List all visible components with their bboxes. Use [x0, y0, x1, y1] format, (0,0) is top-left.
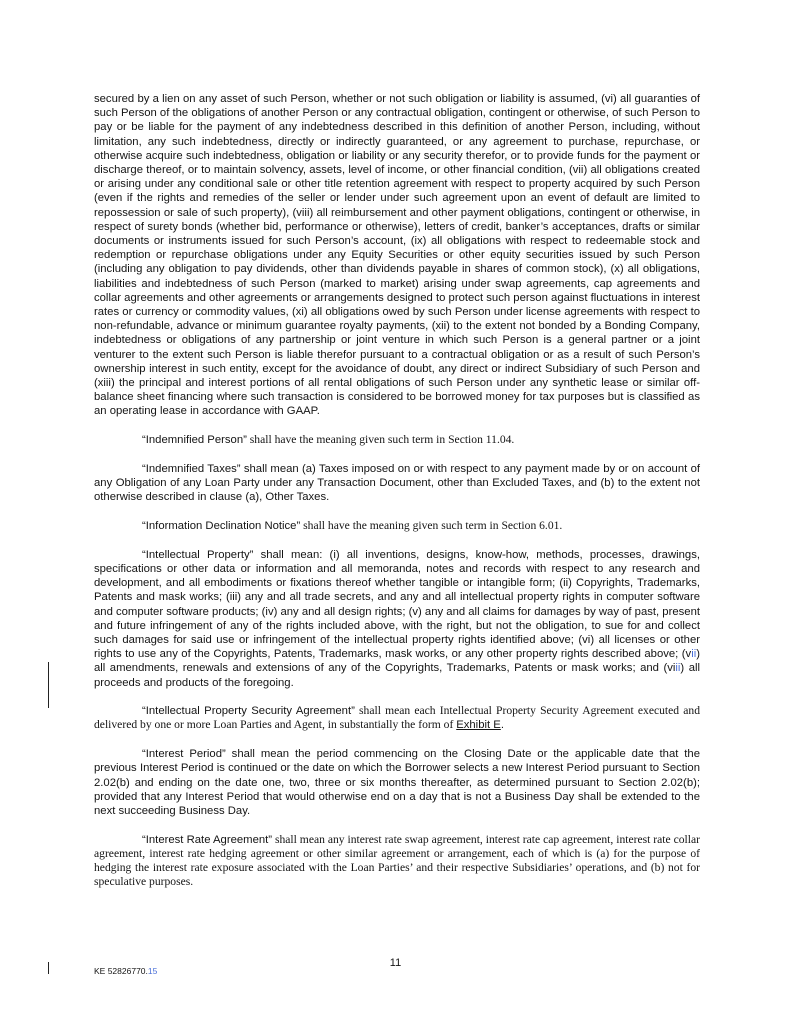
definition-text: shall mean the period commencing on the Closing Date or the applicable date that the previous Interest Period is continued or the date on which the Borrower selects a new Interest Period pursuant to Section 2.02(b) and ending on the date one, two, three or six months thereafter, as determined pursuant to Section 2.02(b); provided that any Interest Period that would otherwise end on a day that is not a Business Day shall be extended to the next succeeding Business Day.	[94, 748, 700, 817]
definition-indemnified-taxes	[94, 462, 700, 505]
defined-term: “Intellectual Property”	[142, 548, 254, 561]
definition-text: shall have the meaning given such term in Section 6.01.	[300, 518, 563, 532]
defined-term: “Interest Rate Agreement”	[142, 833, 273, 846]
definition-indemnified-person	[94, 433, 700, 447]
defined-term: “Information Declination Notice”	[142, 519, 301, 532]
definition-text-continued: ) all amendments, renewals and extensions of any of the Copyrights, Trademarks, Patents or mask works; and (vi	[94, 648, 700, 675]
definition-information-declination-notice	[94, 519, 700, 533]
document-body	[94, 92, 700, 889]
definition-text-end: ) all proceeds and products of the foregoing.	[94, 662, 700, 689]
definition-text: shall mean: (i) all inventions, designs, know-how, methods, processes, drawings, specifications or other data or information and all memoranda, notes and records with respect to any research and development, and all embodiments or fixations thereof whether tangible or intangible form; (ii) Copyrights, Trademarks, Patents and mask works; (iii) any and all trade secrets, and any and all intellectual property rights in computer software and computer software products; (iv) any and all design rights; (v) any and all claims for damages by way of past, present and future infringement of any of the rights included above, with the right, but not the obligation, to sue for and collect such damages for said use or infringement of the intellectual property rights identified above; (vi) all licenses or other rights to use any of the Copyrights, Patents, Trademarks, mask works, or any other property rights described above; (v	[94, 548, 700, 661]
defined-term: “Indemnified Person”	[142, 434, 247, 447]
revision-mark: ii	[675, 662, 681, 675]
definition-interest-rate-agreement	[94, 833, 700, 890]
change-bar	[48, 662, 49, 708]
definition-ip-security-agreement	[94, 704, 700, 732]
definition-text-end: .	[500, 719, 504, 732]
revision-mark: ii	[691, 648, 697, 661]
paragraph-indebtedness-continued: secured by a lien on any asset of such Person, whether or not such obligation or liability is assumed, (vi) all guaranties of such Person of the obligations of another Person or any contractual obligation, contingent or otherwise, of such Person to pay or be liable for the payment of any indebtedness described in this definition of another Person, including, without limitation, any such indebtedness, directly or indirectly guaranteed, or any agreement to purchase, repurchase, or otherwise acquire such indebtedness, obligation or liability or any security therefor, or to provide funds for the payment or discharge thereof, or to maintain solvency, assets, level of income, or other financial condition, (vii) all obligations created or arising under any conditional sale or other title retention agreement with respect to property acquired by such Person (even if the rights and remedies of the seller or lender under such agreement upon an event of default are limited to repossession or sale of such property), (viii) all reimbursement and other payment obligations, contingent or otherwise, in respect of surety bonds (whether bid, performance or otherwise), letters of credit, banker’s acceptances, drafts or similar documents or instruments issued for such Person’s account, (ix) all obligations with respect to redeemable stock and redemption or repurchase obligations under any Equity Securities or other equity securities issued by such Person (including any obligation to pay dividends, other than dividends payable in shares of common stock), (x) all obligations, liabilities and indebtedness of such Person (marked to market) arising under swap agreements, cap agreements and collar agreements and other agreements or arrangements designed to protect such person against fluctuations in interest rates or currency or commodity values, (xi) all obligations owed by such Person under license agreements with respect to non-refundable, advance or minimum guarantee royalty payments, (xii) to the extent not bonded by a Bonding Company, indebtedness or obligations of any partnership or joint venture in which such Person is a general partner or a joint venturer to the extent such Person is liable therefor pursuant to a contractual obligation or as a result of such Person’s ownership interest in such entity, except for the avoidance of doubt, any direct or indirect Subsidiary of such Person and (xiii) the principal and interest portions of all rental obligations of such Person under any synthetic lease or similar off-balance sheet financing where such transaction is considered to be borrowed money for tax purposes but is classified as an operating lease in accordance with GAAP.	[94, 93, 701, 418]
defined-term: “Indemnified Taxes”	[142, 462, 241, 475]
definition-intellectual-property	[94, 548, 700, 690]
definition-text: shall mean (a) Taxes imposed on or with respect to any payment made by or on account of any Obligation of any Loan Party under any Transaction Document, other than Excluded Taxes, and (b) to the extent not otherwise described in clause (a), Other Taxes.	[94, 462, 700, 504]
definition-interest-period	[94, 747, 700, 818]
defined-term: “Intellectual Property Security Agreement”	[142, 705, 355, 718]
defined-term: “Interest Period”	[142, 748, 226, 761]
page-number: 11	[389, 957, 402, 969]
definition-text: shall have the meaning given such term in Section 11.04.	[246, 433, 515, 447]
definition-text: shall mean each Intellectual Property Security Agreement executed and delivered by one or more Loan Parties and Agent, in substantially the form of	[94, 704, 700, 732]
definition-text: shall mean any interest rate swap agreement, interest rate cap agreement, interest rate collar agreement, interest rate hedging agreement or other similar agreement or arrangement, each of which is (a) for the purpose of hedging the interest rate exposure associated with the Loan Parties’ and their respective Subsidiaries’ operations, and (b) not for speculative purposes.	[94, 832, 700, 889]
exhibit-e-link[interactable]: Exhibit E	[456, 719, 501, 732]
footer-id: KE 52826770.	[94, 966, 148, 976]
footer-revision: 15	[147, 966, 158, 976]
document-footer	[94, 966, 157, 976]
